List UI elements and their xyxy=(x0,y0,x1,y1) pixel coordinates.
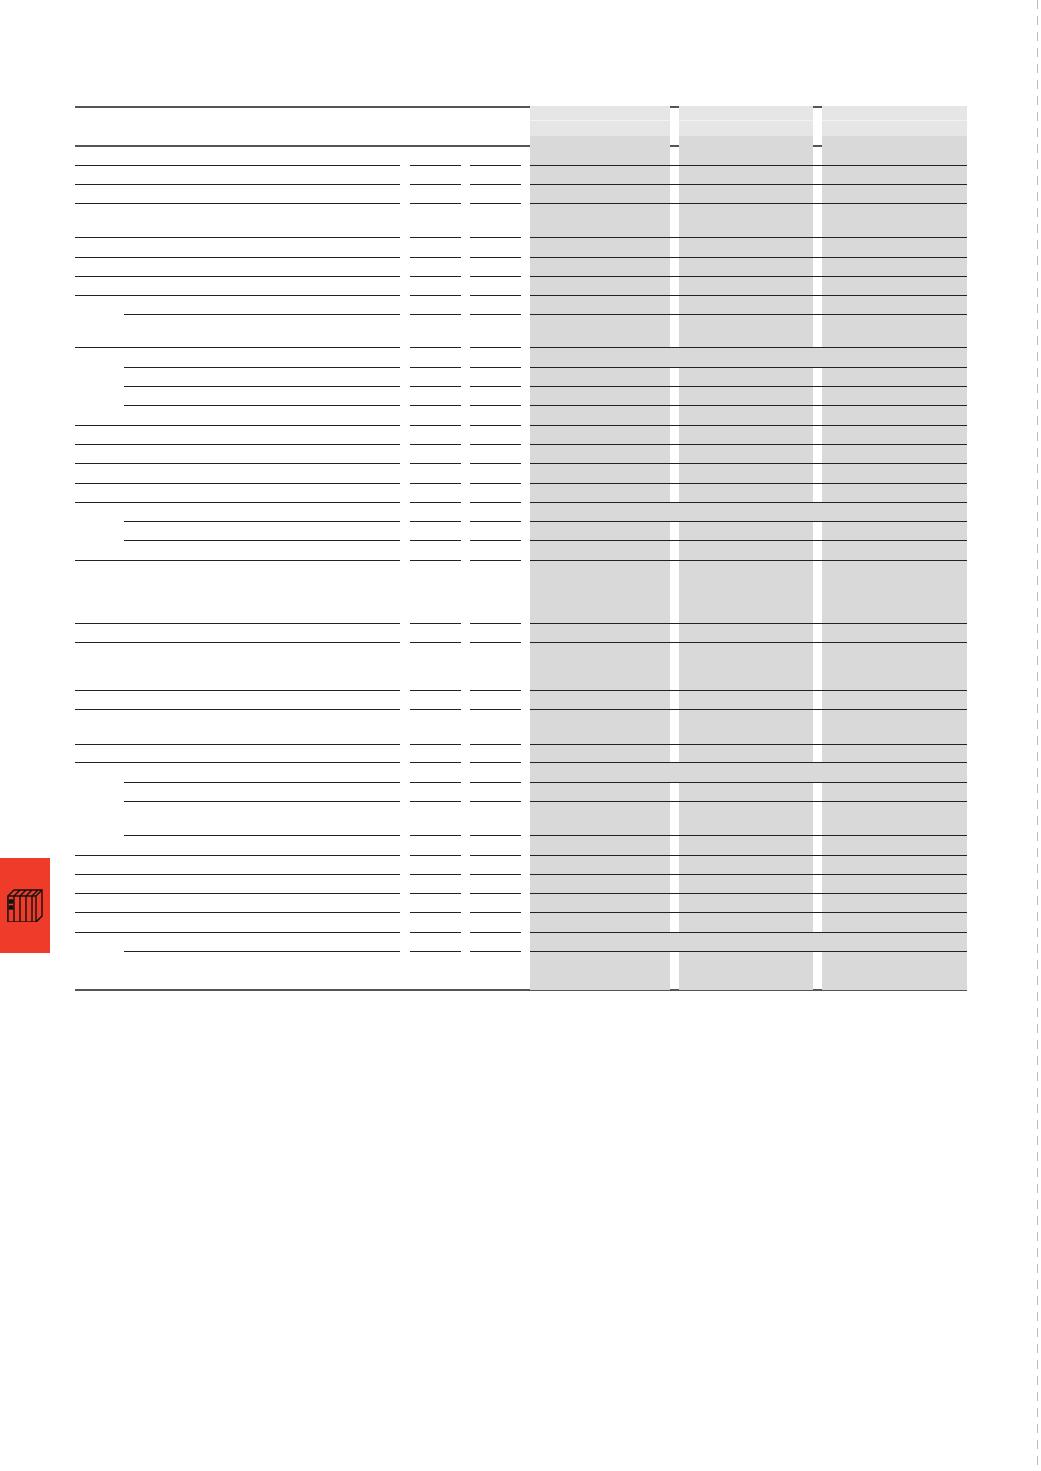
label-row-rule xyxy=(410,782,461,783)
merged-band xyxy=(670,932,679,952)
label-row-rule xyxy=(470,237,521,238)
label-row-rule xyxy=(410,463,461,464)
value-row-rule xyxy=(530,540,967,541)
label-row-rule xyxy=(410,835,461,836)
value-row-rule xyxy=(530,405,967,406)
label-row-rule xyxy=(470,560,521,561)
label-row-rule xyxy=(124,405,400,406)
label-row-rule xyxy=(124,951,400,952)
label-row-rule xyxy=(470,855,521,856)
page-edge-dashes xyxy=(1037,0,1038,1471)
label-row-rule xyxy=(470,405,521,406)
value-row-rule xyxy=(530,483,967,484)
label-row-rule xyxy=(470,893,521,894)
label-row-rule xyxy=(124,521,400,522)
label-row-rule xyxy=(410,744,461,745)
label-row-rule xyxy=(470,932,521,933)
value-row-rule xyxy=(530,801,967,802)
value-column-2 xyxy=(679,106,813,990)
label-row-rule xyxy=(75,855,400,856)
label-row-rule xyxy=(470,347,521,348)
value-row-rule xyxy=(530,367,967,368)
label-row-rule xyxy=(410,932,461,933)
label-row-rule xyxy=(75,483,400,484)
value-row-rule xyxy=(530,502,967,503)
label-row-rule xyxy=(124,367,400,368)
value-row-rule xyxy=(530,295,967,296)
label-row-rule xyxy=(470,444,521,445)
label-row-rule xyxy=(75,744,400,745)
label-row-rule xyxy=(75,203,400,204)
label-row-rule xyxy=(470,951,521,952)
label-row-rule xyxy=(410,237,461,238)
merged-band xyxy=(670,762,679,782)
label-row-rule xyxy=(75,560,400,561)
value-row-rule xyxy=(530,463,967,464)
label-row-rule xyxy=(470,386,521,387)
label-row-rule xyxy=(410,444,461,445)
plc-module-icon xyxy=(4,886,46,922)
label-row-rule xyxy=(75,932,400,933)
label-row-rule xyxy=(470,276,521,277)
label-row-rule xyxy=(470,425,521,426)
value-row-rule xyxy=(530,203,967,204)
value-row-rule xyxy=(530,642,967,643)
label-row-rule xyxy=(75,444,400,445)
label-row-rule xyxy=(410,540,461,541)
label-row-rule xyxy=(410,386,461,387)
merged-band xyxy=(813,502,822,522)
value-row-rule xyxy=(530,835,967,836)
label-row-rule xyxy=(75,347,400,348)
label-row-rule xyxy=(410,257,461,258)
label-row-rule xyxy=(410,405,461,406)
merged-band xyxy=(813,932,822,952)
section-tab xyxy=(0,858,50,953)
label-row-rule xyxy=(470,502,521,503)
label-row-rule xyxy=(75,893,400,894)
label-row-rule xyxy=(470,744,521,745)
label-row-rule xyxy=(410,801,461,802)
label-row-rule xyxy=(410,483,461,484)
label-row-rule xyxy=(470,782,521,783)
value-row-rule xyxy=(530,184,967,185)
value-row-rule xyxy=(530,386,967,387)
label-row-rule xyxy=(124,782,400,783)
label-row-rule xyxy=(410,295,461,296)
value-row-rule xyxy=(530,874,967,875)
label-row-rule xyxy=(124,314,400,315)
label-row-rule xyxy=(470,257,521,258)
value-row-rule xyxy=(530,165,967,166)
value-row-rule xyxy=(530,560,967,561)
label-row-rule xyxy=(470,184,521,185)
label-row-rule xyxy=(410,709,461,710)
value-row-rule xyxy=(530,623,967,624)
label-row-rule xyxy=(470,314,521,315)
label-row-rule xyxy=(75,276,400,277)
label-row-rule xyxy=(75,237,400,238)
label-row-rule xyxy=(470,690,521,691)
label-row-rule xyxy=(124,540,400,541)
label-row-rule xyxy=(410,521,461,522)
label-row-rule xyxy=(75,425,400,426)
value-row-rule xyxy=(530,237,967,238)
label-row-rule xyxy=(75,165,400,166)
label-row-rule xyxy=(410,502,461,503)
merged-band xyxy=(670,502,679,522)
label-row-rule xyxy=(410,874,461,875)
value-row-rule xyxy=(530,314,967,315)
header-divider xyxy=(530,120,670,121)
label-row-rule xyxy=(75,463,400,464)
label-row-rule xyxy=(75,874,400,875)
label-row-rule xyxy=(410,367,461,368)
label-row-rule xyxy=(75,184,400,185)
label-row-rule xyxy=(470,463,521,464)
value-column-header-1 xyxy=(530,106,670,136)
label-row-rule xyxy=(75,912,400,913)
label-row-rule xyxy=(410,347,461,348)
value-column-header-2 xyxy=(679,106,813,136)
label-row-rule xyxy=(470,835,521,836)
value-row-rule xyxy=(530,276,967,277)
label-row-rule xyxy=(75,257,400,258)
label-row-rule xyxy=(470,801,521,802)
label-row-rule xyxy=(410,623,461,624)
label-row-rule xyxy=(75,762,400,763)
value-row-rule xyxy=(530,932,967,933)
label-row-rule xyxy=(410,912,461,913)
label-row-rule xyxy=(410,184,461,185)
label-row-rule xyxy=(410,690,461,691)
label-row-rule xyxy=(410,560,461,561)
value-row-rule xyxy=(530,912,967,913)
merged-band xyxy=(813,347,822,367)
label-row-rule xyxy=(470,623,521,624)
value-row-rule xyxy=(530,521,967,522)
label-row-rule xyxy=(75,295,400,296)
label-row-rule xyxy=(470,709,521,710)
label-row-rule xyxy=(410,165,461,166)
value-row-rule xyxy=(530,744,967,745)
value-row-rule xyxy=(530,425,967,426)
value-column-header-3 xyxy=(822,106,967,136)
label-row-rule xyxy=(470,203,521,204)
label-row-rule xyxy=(410,642,461,643)
label-row-rule xyxy=(470,483,521,484)
value-row-rule xyxy=(530,951,967,952)
header-divider xyxy=(679,120,813,121)
label-row-rule xyxy=(470,642,521,643)
label-row-rule xyxy=(470,762,521,763)
label-row-rule xyxy=(75,502,400,503)
value-row-rule xyxy=(530,347,967,348)
label-row-rule xyxy=(410,951,461,952)
value-row-rule xyxy=(530,782,967,783)
label-row-rule xyxy=(410,276,461,277)
value-column-1 xyxy=(530,106,670,990)
label-row-rule xyxy=(410,425,461,426)
label-row-rule xyxy=(410,893,461,894)
label-row-rule xyxy=(410,314,461,315)
merged-band xyxy=(813,762,822,782)
value-row-rule xyxy=(530,709,967,710)
value-row-rule xyxy=(530,893,967,894)
label-row-rule xyxy=(470,367,521,368)
value-row-rule xyxy=(530,855,967,856)
label-row-rule xyxy=(470,521,521,522)
label-row-rule xyxy=(124,835,400,836)
label-row-rule xyxy=(124,386,400,387)
label-row-rule xyxy=(410,203,461,204)
label-row-rule xyxy=(410,762,461,763)
label-row-rule xyxy=(75,642,400,643)
label-row-rule xyxy=(470,874,521,875)
label-row-rule xyxy=(75,709,400,710)
label-row-rule xyxy=(470,912,521,913)
label-row-rule xyxy=(124,801,400,802)
label-row-rule xyxy=(410,855,461,856)
merged-band xyxy=(670,347,679,367)
value-column-3 xyxy=(822,106,967,990)
label-row-rule xyxy=(470,295,521,296)
value-row-rule xyxy=(530,690,967,691)
header-divider xyxy=(822,120,967,121)
label-row-rule xyxy=(75,623,400,624)
value-row-rule xyxy=(530,444,967,445)
label-row-rule xyxy=(75,690,400,691)
value-row-rule xyxy=(530,762,967,763)
value-row-rule xyxy=(530,257,967,258)
label-row-rule xyxy=(470,540,521,541)
label-row-rule xyxy=(470,165,521,166)
